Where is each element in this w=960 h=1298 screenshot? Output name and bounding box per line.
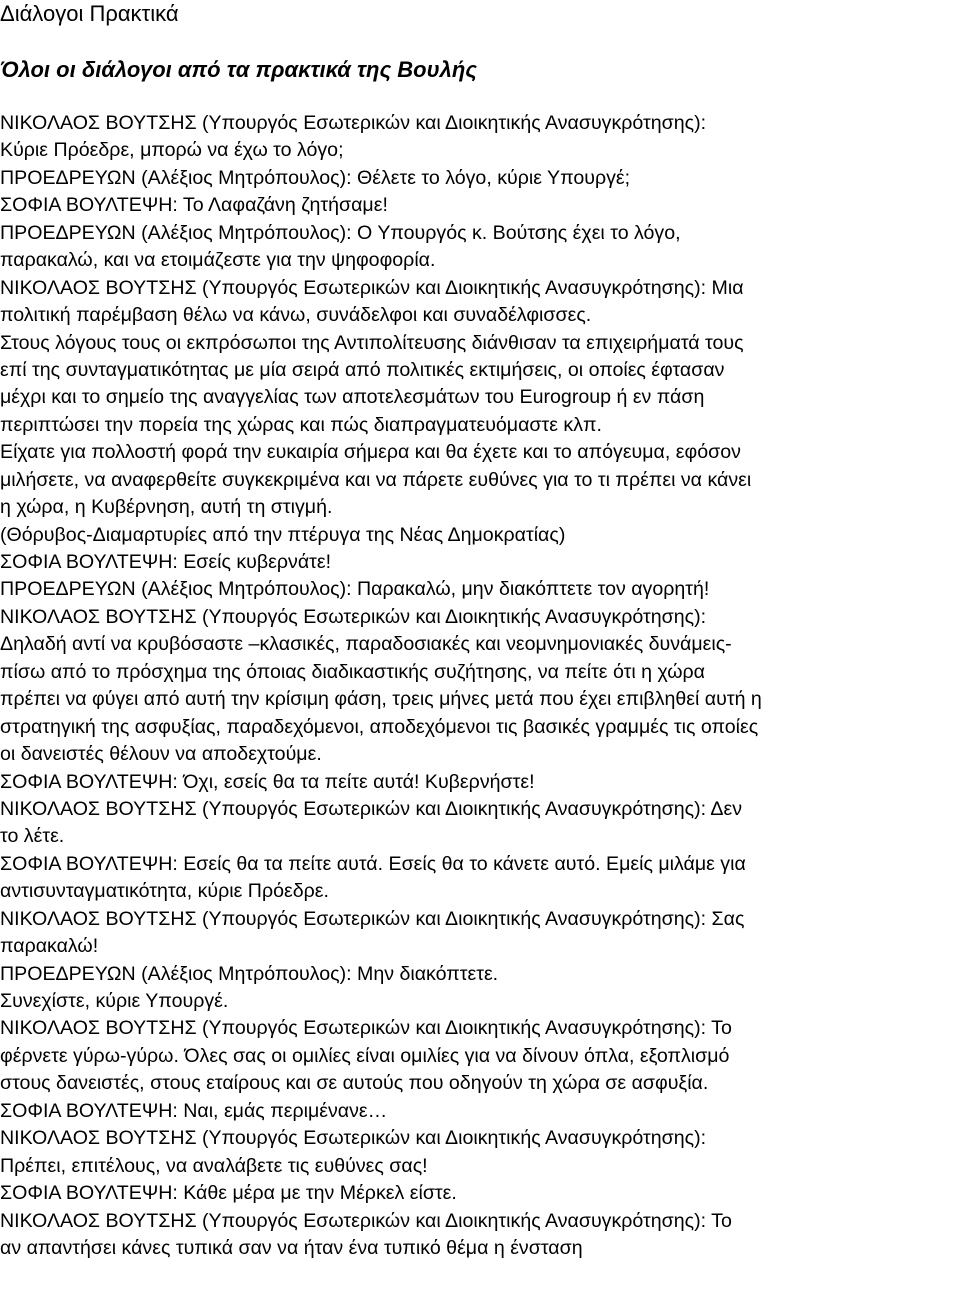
- transcript-line: στρατηγική της ασφυξίας, παραδεχόμενοι, αποδεχόμενοι τις βασικές γραμμές τις οποίες: [0, 715, 759, 738]
- transcript-line: ΝΙΚΟΛΑΟΣ ΒΟΥΤΣΗΣ (Υπουργός Εσωτερικών και Διοικητικής Ανασυγκρότησης): Δεν: [0, 797, 743, 820]
- transcript-line: ΝΙΚΟΛΑΟΣ ΒΟΥΤΣΗΣ (Υπουργός Εσωτερικών και Διοικητικής Ανασυγκρότησης): Το: [0, 1209, 732, 1232]
- transcript-line: ΣΟΦΙΑ ΒΟΥΛΤΕΨΗ: Το Λαφαζάνη ζητήσαμε!: [0, 194, 388, 217]
- transcript-line: φέρνετε γύρω-γύρω. Όλες σας οι ομιλίες είναι ομιλίες για να δίνουν όπλα, εξοπλισμό: [0, 1044, 730, 1067]
- transcript-line: ΠΡΟΕΔΡΕΥΩΝ (Αλέξιος Μητρόπουλος): Ο Υπουργός κ. Βούτσης έχει το λόγο,: [0, 221, 681, 244]
- transcript-line: Είχατε για πολλοστή φορά την ευκαιρία σήμερα και θα έχετε και το απόγευμα, εφόσον: [0, 441, 741, 464]
- transcript-line: πίσω από το πρόσχημα της όποιας διαδικαστικής συζήτησης, να πείτε ότι η χώρα: [0, 660, 706, 683]
- transcript-line: επί της συνταγματικότητας με μία σειρά από πολιτικές εκτιμήσεις, οι οποίες έφτασαν: [0, 358, 725, 381]
- transcript-body: [0, 110, 960, 1262]
- transcript-line: στους δανειστές, στους εταίρους και σε αυτούς που οδηγούν τη χώρα σε ασφυξία.: [0, 1072, 709, 1095]
- transcript-line: το λέτε.: [0, 825, 65, 848]
- transcript-line: ΝΙΚΟΛΑΟΣ ΒΟΥΤΣΗΣ (Υπουργός Εσωτερικών και Διοικητικής Ανασυγκρότησης):: [0, 605, 707, 628]
- page-title: Διάλογοι Πρακτικά: [0, 1, 179, 26]
- transcript-line: ΝΙΚΟΛΑΟΣ ΒΟΥΤΣΗΣ (Υπουργός Εσωτερικών και Διοικητικής Ανασυγκρότησης): Μια: [0, 276, 744, 299]
- transcript-line: μιλήσετε, να αναφερθείτε συγκεκριμένα και να πάρετε ευθύνες για το τι πρέπει να κάνει: [0, 468, 752, 491]
- transcript-line: Κύριε Πρόεδρε, μπορώ να έχω το λόγο;: [0, 139, 344, 162]
- transcript-line: Στους λόγους τους οι εκπρόσωποι της Αντιπολίτευσης διάνθισαν τα επιχειρήματά τους: [0, 331, 744, 354]
- transcript-line: ΣΟΦΙΑ ΒΟΥΛΤΕΨΗ: Κάθε μέρα με την Μέρκελ είστε.: [0, 1182, 457, 1205]
- transcript-line: περιπτώσει την πορεία της χώρας και πώς διαπραγματευόμαστε κλπ.: [0, 413, 602, 436]
- transcript-line: ΝΙΚΟΛΑΟΣ ΒΟΥΤΣΗΣ (Υπουργός Εσωτερικών και Διοικητικής Ανασυγκρότησης):: [0, 1127, 707, 1150]
- transcript-line: ΣΟΦΙΑ ΒΟΥΛΤΕΨΗ: Εσείς κυβερνάτε!: [0, 551, 332, 573]
- transcript-line: αντισυνταγματικότητα, κύριε Πρόεδρε.: [0, 880, 329, 903]
- transcript-line: ΠΡΟΕΔΡΕΥΩΝ (Αλέξιος Μητρόπουλος): Μην διακόπτετε.: [0, 962, 499, 985]
- transcript-line: ΝΙΚΟΛΑΟΣ ΒΟΥΤΣΗΣ (Υπουργός Εσωτερικών και Διοικητικής Ανασυγκρότησης): Σας: [0, 907, 745, 930]
- transcript-line: παρακαλώ!: [0, 935, 99, 958]
- transcript-line: η χώρα, η Κυβέρνηση, αυτή τη στιγμή.: [0, 496, 333, 519]
- transcript-line: Πρέπει, επιτέλους, να αναλάβετε τις ευθύνες σας!: [0, 1154, 428, 1177]
- transcript-line: αν απαντήσει κάνες τυπικά σαν να ήταν ένα τυπικό θέμα η ένσταση: [0, 1236, 583, 1259]
- transcript-line: πολιτική παρέμβαση θέλω να κάνω, συνάδελφοι και συναδέλφισσες.: [0, 304, 592, 327]
- transcript-line: μέχρι και το σημείο της αναγγελίας των αποτελεσμάτων του Eurogroup ή εν πάση: [0, 386, 705, 409]
- transcript-line: ΣΟΦΙΑ ΒΟΥΛΤΕΨΗ: Εσείς θα τα πείτε αυτά. Εσείς θα το κάνετε αυτό. Εμείς μιλάμε για: [0, 852, 746, 875]
- transcript-line: οι δανειστές θέλουν να αποδεχτούμε.: [0, 743, 322, 766]
- transcript-line: (Θόρυβος-Διαμαρτυρίες από την πτέρυγα της Νέας Δημοκρατίας): [0, 523, 566, 546]
- transcript-line: πρέπει να φύγει από αυτή την κρίσιμη φάση, τρεις μήνες μετά που έχει επιβληθεί αυτή η: [0, 688, 762, 711]
- transcript-line: ΣΟΦΙΑ ΒΟΥΛΤΕΨΗ: Ναι, εμάς περιμένανε…: [0, 1099, 388, 1122]
- transcript-line: Συνεχίστε, κύριε Υπουργέ.: [0, 990, 229, 1012]
- transcript-line: ΠΡΟΕΔΡΕΥΩΝ (Αλέξιος Μητρόπουλος): Παρακαλώ, μην διακόπτετε τον αγορητή!: [0, 578, 710, 601]
- transcript-line: ΣΟΦΙΑ ΒΟΥΛΤΕΨΗ: Όχι, εσείς θα τα πείτε αυτά! Κυβερνήστε!: [0, 770, 535, 793]
- transcript-line: ΝΙΚΟΛΑΟΣ ΒΟΥΤΣΗΣ (Υπουργός Εσωτερικών και Διοικητικής Ανασυγκρότησης): Το: [0, 1017, 732, 1040]
- transcript-line: Δηλαδή αντί να κρυβόσαστε –κλασικές, παραδοσιακές και νεομνημονιακές δυνάμεις-: [0, 633, 732, 656]
- transcript-line: παρακαλώ, και να ετοιμάζεστε για την ψηφοφορία.: [0, 249, 436, 272]
- page-subtitle: Όλοι οι διάλογοι από τα πρακτικά της Βουλής: [0, 57, 477, 82]
- transcript-line: ΠΡΟΕΔΡΕΥΩΝ (Αλέξιος Μητρόπουλος): Θέλετε το λόγο, κύριε Υπουργέ;: [0, 166, 631, 189]
- transcript-line: ΝΙΚΟΛΑΟΣ ΒΟΥΤΣΗΣ (Υπουργός Εσωτερικών και Διοικητικής Ανασυγκρότησης):: [0, 112, 707, 134]
